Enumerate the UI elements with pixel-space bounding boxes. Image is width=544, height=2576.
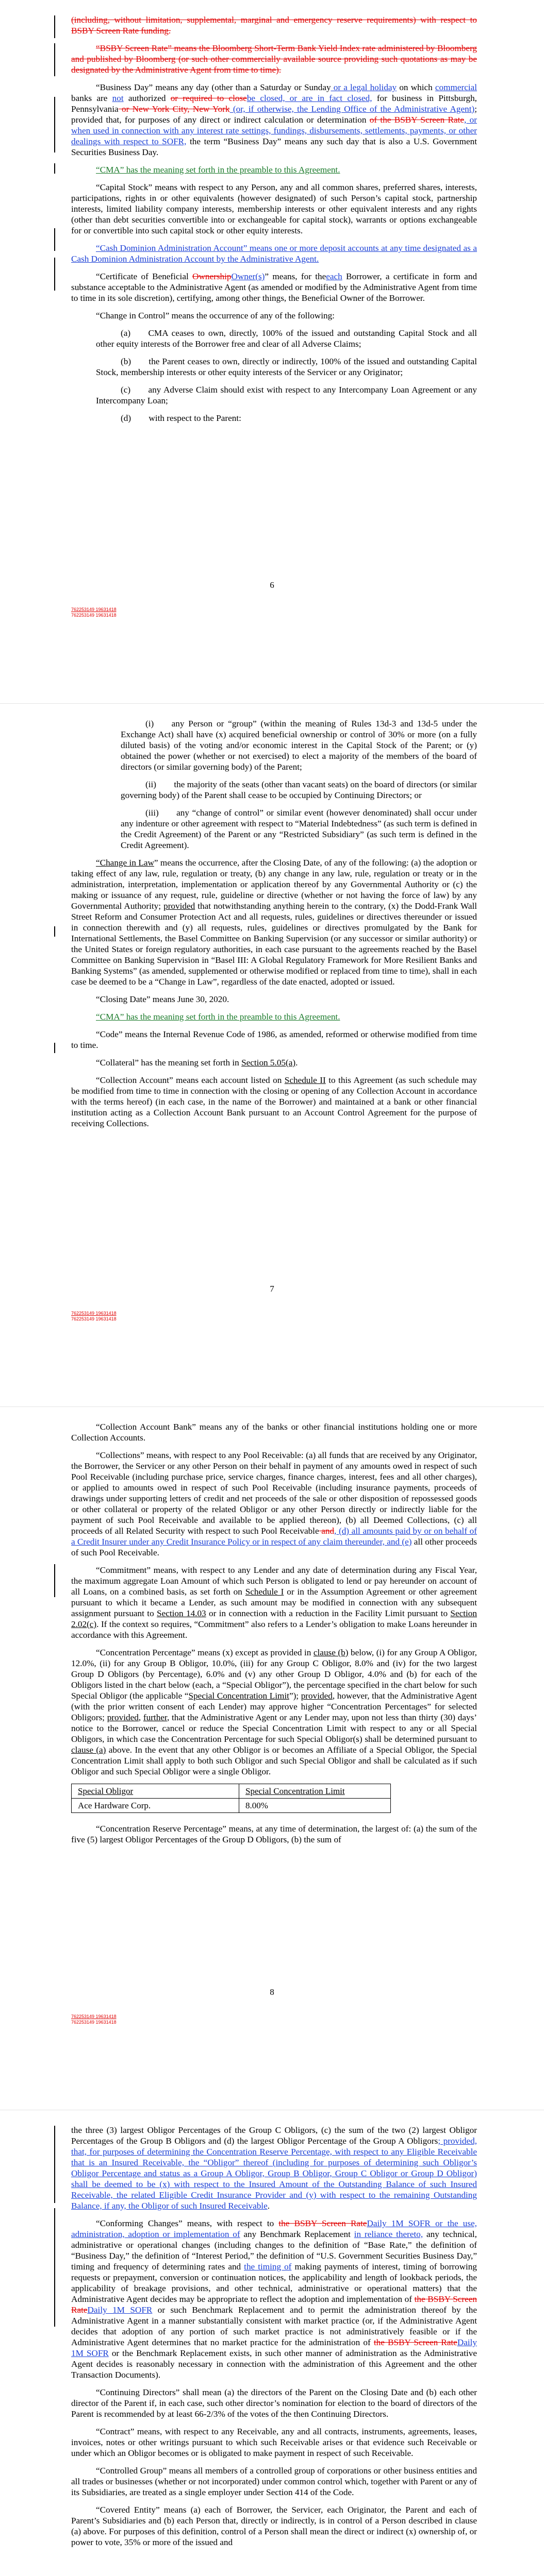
redline-text: Daily 1M SOFR or the use, administration, adoption or implementation of <box>71 2218 477 2239</box>
redline-text: Section 14.03 <box>157 1608 206 1618</box>
doc-footer <box>71 1311 117 1322</box>
footer-line: 762253149 19631418 <box>71 2014 117 2019</box>
redline-text: Owner(s) <box>231 272 265 281</box>
text-run: ”); <box>289 1691 301 1701</box>
paragraph <box>71 2125 477 2211</box>
redline-text: Special Concentration Limit <box>188 1691 289 1701</box>
text-run: authorized <box>123 93 171 103</box>
text-run: “Capital Stock” means with respect to any Person, any and all common shares, preferred shares, interests, participations, rights in or other equivalents (however designated) of such Person’s capital stock, partnership interests, limited liability company interests, membership interests or other equivalent interests and any rights (other than debt securities convertible into or exchangeable for capital stock), warrants or options exchangeable for or convertible into such capital stock or other equity interests. <box>71 182 477 235</box>
text-run: ; provided that, for purposes of any direct or indirect calculation or determination <box>71 104 477 125</box>
page-number: 7 <box>270 1284 274 1294</box>
text-run: to this Agreement (as such schedule may be modified from time to time in connection with the closing or opening of any Collection Account in accordance with the terms hereof) (in each case, in the name of the Borrower) and maintained at a bank or other financial institution acting as a Collection Account Bank pursuant to an Account Control Agreement for the purpose of receiving Collections. <box>71 1075 477 1128</box>
text-run: . <box>295 1058 298 1067</box>
change-bar <box>54 1564 55 1597</box>
text-run: on which <box>397 82 435 92</box>
redline-text: Daily 1M SOFR <box>87 2305 153 2315</box>
redline-text: or required to close <box>170 93 247 103</box>
redline-text: Section 5.05(a) <box>241 1058 296 1067</box>
redline-text: clause (b) <box>313 1648 349 1657</box>
redline-text: be closed, or are in fact closed, <box>246 93 372 103</box>
text-run: (a) CMA ceases to own, directly, 100% of the issued and outstanding Capital Stock and all other equity interests of the Borrower free and clear of all Adverse Claims; <box>96 328 477 349</box>
redline-text: ; provided, that, for purposes of determining the Concentration Reserve Percentage, with respect to any Eligible Receivable that is an Insured Receivable, the “Obligor” thereof (including for purposes of determining such Obligor’s Obligor Percentage and status as a Group A Obligor, Group B Obligor, Group C Obligor or Group D Obligor) shall be deemed to be (x) with respect to the Insured Amount of the Outstanding Balance of such Insured Receivable, the related Eligible Credit Insurance Provider and (y) with respect to the remaining Outstanding Balance, if any, the Obligor of such Insured Receivable <box>71 2136 477 2211</box>
text-run: ” means the occurrence, after the Closing Date, of any of the following: (a) the adoption or taking effect of any law, rule, regulation or treaty, (b) any change in any law, rule, regulation or treaty or in the administration, interpretation, implementation or application thereof by any Governmental Authority or (c) the making or issuance of any request, rule, guideline or directive (whether or not having the force of law) by any Governmental Authority; <box>71 858 477 911</box>
footer-line: 762253149 19631418 <box>71 1311 117 1316</box>
text-run: “Covered Entity” means (a) each of Borrower, the Servicer, each Originator, the Parent and each of Parent’s Subsidiaries and (b) each Person that, directly or indirectly, is in control of a Person described in clause (a) above. For purposes of this definition, control of a Person shall mean the direct or indirect (x) ownership of, or power to vote, 35% or more of the issued and <box>71 2505 477 2547</box>
redline-text: Daily 1M SOFR <box>71 2337 477 2358</box>
redline-text: Schedule II <box>284 1075 326 1085</box>
table-header-row <box>72 1784 391 1799</box>
document-page <box>0 1406 544 2110</box>
clause-d-i <box>71 718 477 772</box>
text-run: “Commitment” means, with respect to any Lender and any date of determination during any Fiscal Year, the maximum aggregate Loan Amount of which such Person is obligated to lend or pay hereunder on account of all Loans, on a combined basis, as set forth on <box>71 1565 477 1597</box>
table-cell: 8.00% <box>239 1799 391 1813</box>
redline-text: each <box>326 272 342 281</box>
redline-text: , or when used in connection with any interest rate settings, fundings, disbursements, settlements, payments, or other dealings with respect to SOFR, <box>71 115 477 146</box>
text-run: “Controlled Group” means all members of a controlled group of corporations or other business entities and all trades or businesses (whether or not incorporated) under common control which, together with Parent or any of its Subsidiaries, are treated as a single employer under Section 414 of the Code. <box>71 2466 477 2497</box>
document-page <box>0 2110 544 2576</box>
text-run: banks are <box>71 93 112 103</box>
definition-controlled-group <box>71 2465 477 2498</box>
definition-conforming-changes <box>71 2218 477 2380</box>
redline-text: clause (a) <box>71 1745 106 1755</box>
text-run: “Concentration Percentage” means (x) except as provided in <box>96 1648 314 1657</box>
definition-contract <box>71 2426 477 2459</box>
text-run: below, (i) for any Group A Obligor, 12.0%, (ii) for any Group B Obligor, 10.0%, (iii) for any Group C Obligor, 8.0% and (iv) for the two largest Group D Obligors (by Percentage), 6.0% and (v) any other Group D Obligor, 4.0% and (b) for each of the Obligors listed in the chart below (each, a “Special Obligor”), the percentage specified in the chart below for such Special Obligor (the applicable “ <box>71 1648 477 1701</box>
redline-text: “CMA” has the meaning set forth in the preamble to this Agreement. <box>96 1012 340 1022</box>
change-bar <box>54 228 55 251</box>
redline-text: or a legal holiday <box>331 82 397 92</box>
text-run: above. In the event that any other Obligor is or becomes an Affiliate of a Special Obligor, the Special Concentration Limit shall apply to both such Obligor and such Special Obligor and shall be calculated as if such Obligor and such Special Obligor were a single Obligor. <box>71 1745 477 1776</box>
text-run: for business in Pittsburgh, Pennsylvania <box>71 93 477 114</box>
text-run: making payments of interest, timing of borrowing requests or prepayment, conversion or continuation notices, the applicability and length of lookback periods, the applicability of breakage provisions, and other technical, administrative or operational matters) that the Administrative Agent decides may be appropriate to reflect the adoption and implementation of <box>71 2262 477 2304</box>
special-obligor-table <box>71 1784 391 1813</box>
text-run: or such Benchmark Replacement and to permit the administration thereof by the Administrative Agent in a manner substantially consistent with market practice (or, if the Administrative Agent decides that adoption of any portion of such market practice is not administratively feasible or if the Administrative Agent determines that no market practice for the administration of <box>71 2305 477 2347</box>
text-run: “Business Day” means any day (other than a Saturday or Sunday <box>96 82 331 92</box>
redline-text: not <box>112 93 124 103</box>
doc-footer <box>71 2014 117 2025</box>
text-run: , however, that the Administrative Agent (with the prior written consent of each Lender) may approve higher “Concentration Percentages” for selected Obligors; <box>71 1691 477 1722</box>
text-run: the term “Business Day” means any such day that is also a U.S. Government Securities Business Day. <box>71 137 477 157</box>
text-run: . If the context so requires, “Commitment” also refers to a Lender’s obligation to make Loans hereunder in accordance with this Agreement. <box>71 1619 477 1640</box>
change-bar <box>54 163 55 174</box>
text-run: “Concentration Reserve Percentage” means, at any time of determination, the largest of: (a) the sum of the five (5) largest Obligor Percentages of the Group D Obligors, (b) the sum of <box>71 1824 477 1844</box>
definition-closing-date <box>71 994 477 1005</box>
definition-collateral <box>71 1057 477 1068</box>
redline-text: the BSBY Screen Rate <box>71 2294 477 2315</box>
redline-text: the BSBY Screen Rate <box>278 2218 367 2228</box>
text-run: any technical, administrative or operational changes (including changes to the definition of “Base Rate,” the definition of “Business Day,” the definition of “Interest Period,” the definition of “U.S. Government Securities Business Day,” timing and frequency of determining rates and <box>71 2229 477 2272</box>
clause-d-iii <box>71 807 477 851</box>
definition-collection-account-bank <box>71 1421 477 1443</box>
redline-text: provided <box>301 1691 333 1701</box>
definition-business-day <box>71 82 477 158</box>
table-cell: Ace Hardware Corp. <box>72 1799 239 1813</box>
table-header-cell: Special Obligor <box>72 1784 239 1799</box>
text-run: (c) any Adverse Claim should exist with respect to any Intercompany Loan Agreement or any Intercompany Loan; <box>96 385 477 405</box>
change-bar <box>54 1043 55 1053</box>
text-run: “Collection Account” means each account listed on <box>96 1075 285 1085</box>
paragraph <box>71 14 477 36</box>
redline-text: , (d) all amounts paid by or on behalf of a Credit Insurer under any Credit Insurance Policy or in respect of any claim thereunder, and (e) <box>71 1526 477 1547</box>
clause-a <box>71 328 477 349</box>
definition-capital-stock <box>71 182 477 236</box>
text-run: the three (3) largest Obligor Percentages of the Group C Obligors, (c) the sum of the two (2) largest Obligor Percentages of the Group B Obligors and (d) the largest Obligor Percentage of the Group A Obligors <box>71 2125 477 2146</box>
text-run: Borrower, a certificate in form and substance acceptable to the Administrative Agent (as amended or modified by the Administrative Agent from time to time in its sole discretion), certifying, among other things, the Beneficial Owner of the Borrower. <box>71 272 477 303</box>
clause-c <box>71 384 477 406</box>
definition-change-in-control <box>71 310 477 321</box>
redline-text: provided <box>163 901 195 911</box>
definition-collections <box>71 1450 477 1558</box>
text-run: (b) the Parent ceases to own, directly or indirectly, 100% of the issued and outstanding Capital Stock, membership interests or other equity interests of the Servicer or any Originator; <box>96 357 477 377</box>
change-bar <box>54 2126 55 2203</box>
text-run: ” means, for the <box>265 272 326 281</box>
change-bar <box>54 2208 55 2327</box>
text-run: any Benchmark Replacement <box>240 2229 354 2239</box>
text-run: “Collection Account Bank” means any of the banks or other financial institutions holding one or more Collection Accounts. <box>71 1422 477 1443</box>
text-run: . <box>267 2201 270 2211</box>
text-run: or in the Assumption Agreement or other agreement pursuant to which it became a Lender, as such amount may be modified in connection with any subsequent assignment pursuant to <box>71 1587 477 1618</box>
definition-certificate-beneficial-owner <box>71 271 477 303</box>
change-bar <box>54 43 55 76</box>
text-run: or the Benchmark Replacement exists, in such other manner of administration as the Administrative Agent decides is reasonably necessary in connection with the administration of this Agreement and the other Transaction Documents). <box>71 2348 477 2380</box>
change-bar <box>54 926 55 937</box>
definition-cash-dominion-account <box>71 243 477 264</box>
table-header-cell: Special Concentration Limit <box>239 1784 391 1799</box>
text-run: all other proceeds of such Pool Receivable. <box>71 1537 477 1557</box>
definition-continuing-directors <box>71 2387 477 2419</box>
definition-concentration-percentage <box>71 1647 477 1777</box>
redline-text: provided <box>107 1713 139 1722</box>
redline-text: “Change in Law <box>96 858 154 868</box>
text-run: (iii) any “change of control” or similar event (however denominated) shall occur under any indenture or other agreement with respect to “Material Indebtedness” (as such term is defined in the Credit Agreement) of the Parent or any “Restricted Subsidiary” (as such term is defined in the Credit Agreement). <box>121 808 477 850</box>
text-run: “Change in Control” means the occurrence of any of the following: <box>96 311 335 320</box>
redline-text: or New York City, New York <box>118 104 230 114</box>
table-row <box>72 1799 391 1813</box>
text-run: “Collections” means, with respect to any Pool Receivable: (a) all funds that are received by any Originator, the Borrower, the Servicer or any other Person on their behalf in payment of any amounts owed in respect of such Pool Receivable (including purchase price, service charges, finance charges, interest, fees and all other charges), or applied to amounts owed in respect of such Pool Receivable (including insurance payments, proceeds of drawings under supporting letters of credit and net proceeds of the sale or other disposition of repossessed goods or other collateral or property of the related Obligor or any other Person directly or indirectly liable for the payment of such Pool Receivable and available to be applied thereon), (b) all Deemed Collections, (c) all proceeds of all Related Security with respect to such Pool Receivable <box>71 1450 477 1536</box>
page-number: 8 <box>270 1987 274 1997</box>
clause-d <box>71 413 477 423</box>
definition-bsby-screen-rate <box>71 43 477 75</box>
definition-change-in-law <box>71 857 477 987</box>
redline-text: the BSBY Screen Rate <box>373 2337 457 2347</box>
text-run: “Conforming Changes” means, with respect to <box>96 2218 279 2228</box>
text-run: “Contract” means, with respect to any Receivable, any and all contracts, instruments, agreements, leases, invoices, notes or other writings pursuant to which such Receivable arises or that evidence such Receivable or under which an Obligor becomes or is obligated to make payment in respect of such Receivable. <box>71 2427 477 2458</box>
footer-line: 762253149 19631418 <box>71 613 117 618</box>
text-run: (ii) the majority of the seats (other than vacant seats) on the board of directors (or similar governing body) of the Parent shall cease to be occupied by Continuing Directors; or <box>121 779 477 800</box>
text-run: “Certificate of Beneficial <box>96 272 193 281</box>
document-page <box>0 703 544 1406</box>
clause-b <box>71 356 477 378</box>
redline-text: (or, if otherwise, the Lending Office of the Administrative Agent) <box>229 104 475 114</box>
redline-text: commercial <box>435 82 477 92</box>
change-bar <box>54 15 55 38</box>
redline-text: (including, without limitation, supplemental, marginal and emergency reserve requirements) with respect to BSBY Screen Rate funding. <box>71 15 477 36</box>
redline-text: further <box>143 1713 167 1722</box>
redline-text: of the BSBY Screen Rate <box>369 115 465 125</box>
text-run: that notwithstanding anything herein to the contrary, (x) the Dodd-Frank Wall Street Reform and Consumer Protection Act and all requests, rules, guidelines or directives thereunder or issued in connection therewith and (y) all requests, rules, guidelines or directives promulgated by the Bank for International Settlements, the Basel Committee on Banking Supervision (or any successor or similar authority) or the United States or foreign regulatory authorities, in each case pursuant to the agreements reached by the Basel Committee on Banking Supervision in “Basel III: A Global Regulatory Framework for More Resilient Banks and Banking Systems” (as amended, supplemented or otherwise modified or replaced from time to time), shall in each case be deemed to be a “Change in Law”, regardless of the date enacted, adopted or issued. <box>71 901 477 987</box>
definition-cma <box>71 1011 477 1022</box>
change-bar <box>54 97 55 152</box>
text-run: , <box>138 1713 143 1722</box>
page-number: 6 <box>270 580 274 590</box>
text-run: (d) with respect to the Parent: <box>121 413 241 423</box>
change-bar <box>54 258 55 291</box>
text-run: “Continuing Directors” shall mean (a) the directors of the Parent on the Closing Date and (b) each other director of the Parent if, in each case, such other director’s nomination for election to the board of directors of the Parent is recommended by at least 66-2/3% of the votes of the then Continuing Directors. <box>71 2387 477 2419</box>
text-run: “Code” means the Internal Revenue Code of 1986, as amended, reformed or otherwise modified from time to time. <box>71 1029 477 1050</box>
document-page <box>0 0 544 703</box>
redline-text: the timing of <box>244 2262 292 2272</box>
clause-d-ii <box>71 779 477 801</box>
definition-code <box>71 1029 477 1050</box>
definition-covered-entity <box>71 2504 477 2548</box>
footer-line: 762253149 19631418 <box>71 607 117 612</box>
redline-text: Ownership <box>192 272 232 281</box>
definition-collection-account <box>71 1075 477 1129</box>
doc-footer <box>71 607 117 618</box>
redline-text: “Cash Dominion Administration Account” means one or more deposit accounts at any time designated as a Cash Dominion Administration Account by the Administrative Agent. <box>71 243 477 264</box>
definition-concentration-reserve-percentage <box>71 1823 477 1845</box>
redline-text: in reliance thereto, <box>354 2229 423 2239</box>
redline-text: Section 2.02(c) <box>71 1608 477 1629</box>
definition-commitment <box>71 1565 477 1640</box>
redline-text: and <box>319 1526 335 1536</box>
definition-cma <box>71 164 477 175</box>
redline-text: “CMA” has the meaning set forth in the preamble to this Agreement. <box>96 165 340 175</box>
text-run: or in connection with a reduction in the Facility Limit pursuant to <box>206 1608 451 1618</box>
text-run: “Collateral” has the meaning set forth in <box>96 1058 242 1067</box>
text-run: (i) any Person or “group” (within the meaning of Rules 13d-3 and 13d-5 under the Exchange Act) shall have (x) acquired beneficial ownership or control of 30% or more (on a fully diluted basis) of the voting and/or economic interest in the Capital Stock of the Parent; or (y) obtained the power (whether or not exercised) to elect a majority of the members of the board of directors (or similar governing body) of the Parent; <box>121 719 477 772</box>
text-run: “Closing Date” means June 30, 2020. <box>96 994 229 1004</box>
footer-line: 762253149 19631418 <box>71 1316 117 1321</box>
redline-text: Schedule I <box>245 1587 284 1597</box>
text-run: , that the Administrative Agent or any Lender may, upon not less than thirty (30) days’ notice to the Borrower, cancel or reduce the Special Concentration Limit with respect to any or all Special Obligors, in which case the Concentration Percentage for such Special Obligor(s) shall be determined pursuant to <box>71 1713 477 1744</box>
footer-line: 762253149 19631418 <box>71 2020 117 2025</box>
redline-text: “BSBY Screen Rate” means the Bloomberg Short-Term Bank Yield Index rate administered by Bloomberg and published by Bloomberg (or such other commercially available source providing such quotations as may be designated by the Administrative Agent from time to time). <box>71 43 477 75</box>
